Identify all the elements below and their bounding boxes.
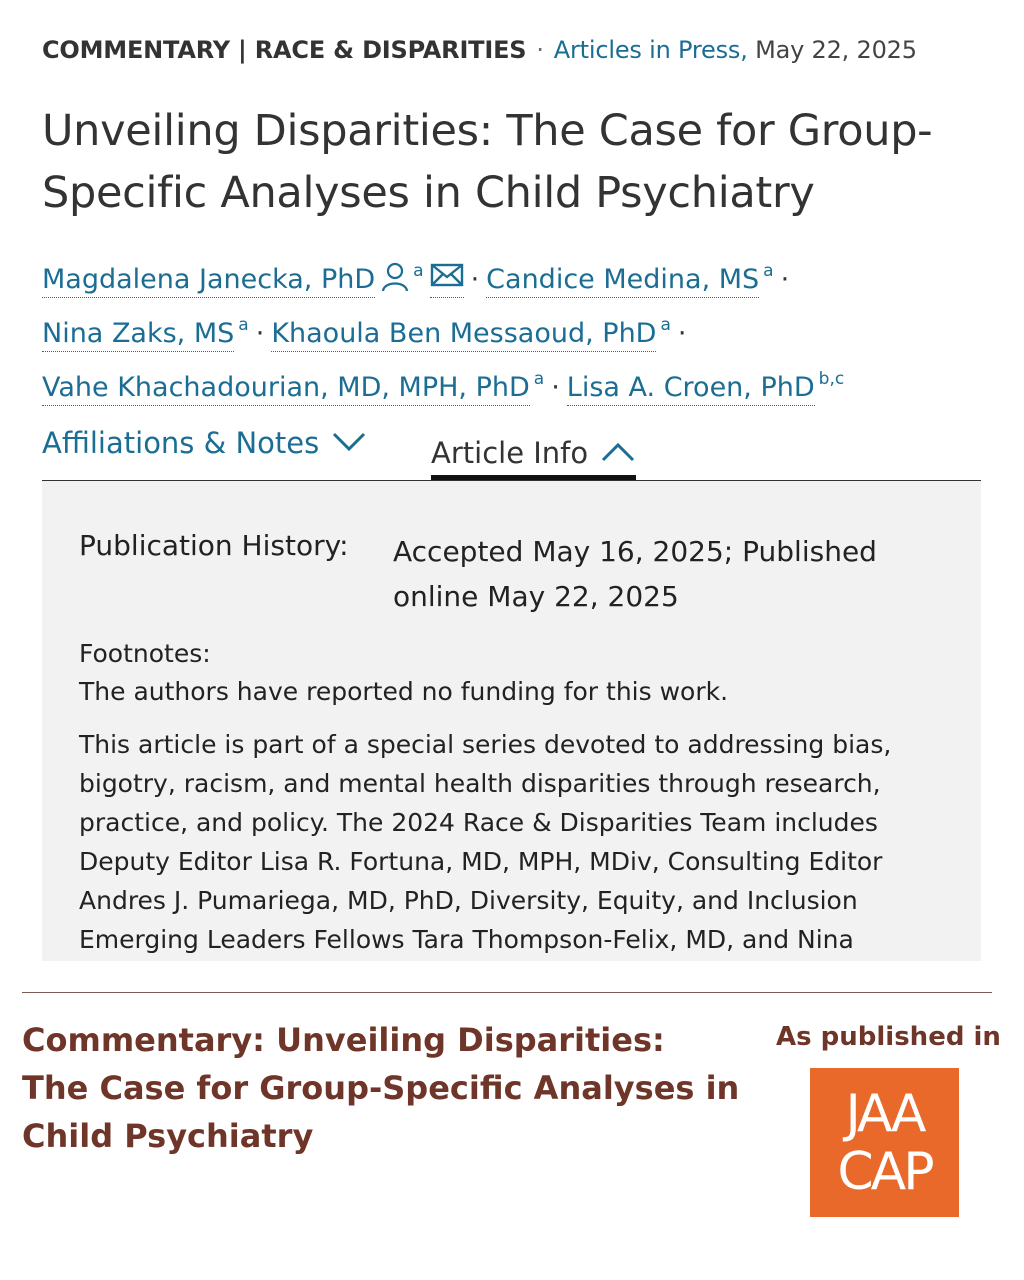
articles-in-press-link[interactable]: Articles in Press, bbox=[553, 36, 748, 64]
author-affiliation-sup: b,c bbox=[818, 369, 845, 389]
footnote-series: This article is part of a special series devoted to addressing bias, bigotry, racism, and mental health disparities through research, practice, and policy. The 2024 Race & Disparities Team includes Deputy Editor Lisa R. Fortuna, MD, MPH, MDiv, Consulting Editor Andres J. Pumariega, MD, PhD, Diversity, Equity, and Inclusion Emerging Leaders Fellows Tara Thompson-Felix, MD, and Nina bbox=[79, 730, 892, 954]
author-link[interactable]: Magdalena Janecka, PhD bbox=[42, 264, 375, 298]
mail-icon[interactable] bbox=[430, 262, 464, 298]
jaacap-logo bbox=[810, 1068, 959, 1217]
publication-history-label: Publication History: bbox=[79, 529, 349, 562]
author-link[interactable]: Candice Medina, MS bbox=[486, 264, 759, 298]
publication-date: May 22, 2025 bbox=[755, 36, 917, 64]
footnotes-label: Footnotes: bbox=[79, 639, 211, 668]
author-link[interactable]: Khaoula Ben Messaoud, PhD bbox=[271, 318, 656, 352]
article-kicker bbox=[42, 36, 917, 64]
tab-affiliations-notes[interactable] bbox=[42, 426, 367, 460]
author-affiliation-sup: a bbox=[238, 315, 249, 335]
author-separator: · bbox=[677, 318, 687, 349]
author-link[interactable]: Nina Zaks, MS bbox=[42, 318, 234, 352]
chevron-down-icon bbox=[331, 426, 367, 460]
article-title: Unveiling Disparities: The Case for Group-Specific Analyses in Child Psychiatry bbox=[42, 106, 933, 218]
article-tabs bbox=[42, 420, 981, 481]
author-affiliation-sup: a bbox=[660, 315, 671, 335]
tab-label: Article Info bbox=[431, 436, 589, 470]
published-in-label: As published in bbox=[776, 1022, 1001, 1052]
promo-title: Commentary: Unveiling Disparities: The Case for Group-Specific Analyses in Child Psychiatry bbox=[22, 1021, 740, 1155]
author-separator: · bbox=[780, 264, 790, 295]
logo-line-2: CAP bbox=[837, 1142, 932, 1202]
author-separator: · bbox=[470, 264, 480, 295]
chevron-up-icon bbox=[600, 436, 636, 470]
author-list bbox=[42, 244, 982, 406]
publication-history-value: Accepted May 16, 2025; Published online May 22, 2025 bbox=[393, 535, 877, 613]
author-separator: · bbox=[551, 372, 560, 403]
author-line-2 bbox=[42, 298, 982, 352]
author-link[interactable]: Vahe Khachadourian, MD, MPH, PhD bbox=[42, 372, 530, 406]
tab-article-info[interactable] bbox=[431, 426, 636, 480]
article-info-panel bbox=[42, 481, 981, 961]
author-link[interactable]: Lisa A. Croen, PhD bbox=[567, 372, 815, 406]
author-line-1 bbox=[42, 244, 982, 298]
author-separator: · bbox=[255, 318, 265, 349]
author-affiliation-sup: a bbox=[533, 369, 545, 389]
divider bbox=[22, 992, 992, 993]
kicker-separator: · bbox=[536, 36, 544, 64]
author-affiliation-sup: a bbox=[413, 261, 424, 281]
footnote-funding: The authors have reported no funding for this work. bbox=[79, 677, 729, 706]
article-category: COMMENTARY | RACE & DISPARITIES bbox=[42, 36, 527, 64]
author-line-3 bbox=[42, 352, 982, 406]
author-affiliation-sup: a bbox=[763, 261, 774, 281]
tab-label: Affiliations & Notes bbox=[42, 426, 320, 460]
logo-line-1: JAA bbox=[845, 1084, 924, 1144]
